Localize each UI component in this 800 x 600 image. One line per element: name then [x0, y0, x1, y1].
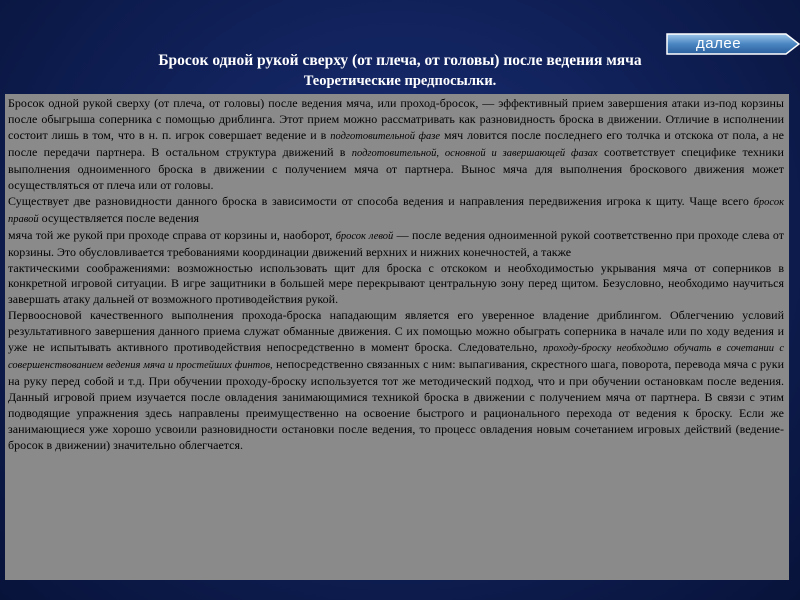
- emphasis-text: подготовительной фазе: [330, 130, 441, 142]
- slide-subtitle: Теоретические предпосылки.: [303, 73, 497, 89]
- body-text-segment: — после ведения одноименной рукой соответственно при проходе слева от корзины. Это обусловливается требованиями координации движений верхних и нижних конечностей, а также: [8, 227, 784, 259]
- emphasis-text: подготовительной, основной и завершающей фазах: [351, 147, 598, 159]
- body-paragraph: [8, 194, 784, 228]
- body-text-segment: осуществляется после ведения: [38, 210, 200, 225]
- body-text-segment: непосредственно связанных с ним: выпагивания, скрестного шага, поворота, перевода мяча с руки на руку перед собой и т.д. При обучении проходу-броску используется тот же методический подход, что и при обучении остановкам после ведения. Данный игровой прием изучается после овладения занимающимися техникой броска в движении с получением мяча от партнера. В связи с этим подводящие упражнения здесь направлены преимущественно на освоение быстрого и рационального перехода от ведения к броску. Если же занимающиеся уже хорошо усвоили разновидности остановки после ведения, то процесс овладения новым сочетанием игровых действий (ведение-бросок в движении) значительно облегчается.: [8, 357, 785, 453]
- body-text-segment: соответствует специфике техники выполнения одноименного броска в движении с получением мяча от партнера. Вынос мяча для выполнения броскового движения может осуществляться от плеча или от головы.: [8, 144, 784, 192]
- body-text-segment: Первоосновой качественного выполнения прохода-броска нападающим является его уверенное владение дриблингом. Облегчению условий результативного завершения данного приема служат обманные движения. С их помощью можно обыграть соперника в начале или по ходу ведения и уже не испытывать активного противодействия непосредственно в момент броска. Следовательно,: [8, 308, 784, 355]
- body-text-segment: Существует две разновидности данного броска в зависимости от способа ведения и направления передвижения игрока к щиту. Чаще всего: [8, 193, 754, 208]
- body-paragraph: [8, 261, 784, 309]
- body-text-segment: Бросок одной рукой сверху (от плеча, от головы) после ведения мяча, или проход-бросок, — эффективный прием завершения атаки из-под корзины после обыгрыша соперника с помощью дриблинга. Этот прием можно рассматривать как разновидность броска в движении. Отличие в исполнении состоит лишь в том, что в н. п. игрок совершает ведение и в: [8, 96, 784, 142]
- body-paragraph: [8, 228, 784, 261]
- emphasis-text: бросок правой: [8, 196, 784, 225]
- next-button-label: далее: [696, 35, 742, 52]
- slide-title: Бросок одной рукой сверху (от плеча, от головы) после ведения мяча: [158, 52, 642, 69]
- body-paragraph: [8, 308, 784, 454]
- body-paragraph: [8, 96, 784, 194]
- emphasis-text: бросок левой: [335, 230, 394, 242]
- emphasis-text: проходу-броску необходимо обучать в сочетании с совершенствованием ведения мяча и простейших финтов,: [8, 343, 784, 372]
- body-text-segment: мяча той же рукой при проходе справа от корзины и, наоборот,: [8, 227, 336, 242]
- body-text-segment: мяч ловится после последнего его толчка и отскока от пола, а не после передачи партнера. В остальном структура движений в: [8, 127, 785, 159]
- text-box: [5, 94, 789, 580]
- body-text-segment: тактическими соображениями: возможностью использовать щит для броска с отскоком и необходимостью укрывания мяча от соперников в конкретной игровой ситуации. В игре защитники в большей мере перекрывают центральную зону перед щитом. Безусловно, необходимо научиться завершать атаку дальней от возможного противодействия рукой.: [8, 260, 784, 307]
